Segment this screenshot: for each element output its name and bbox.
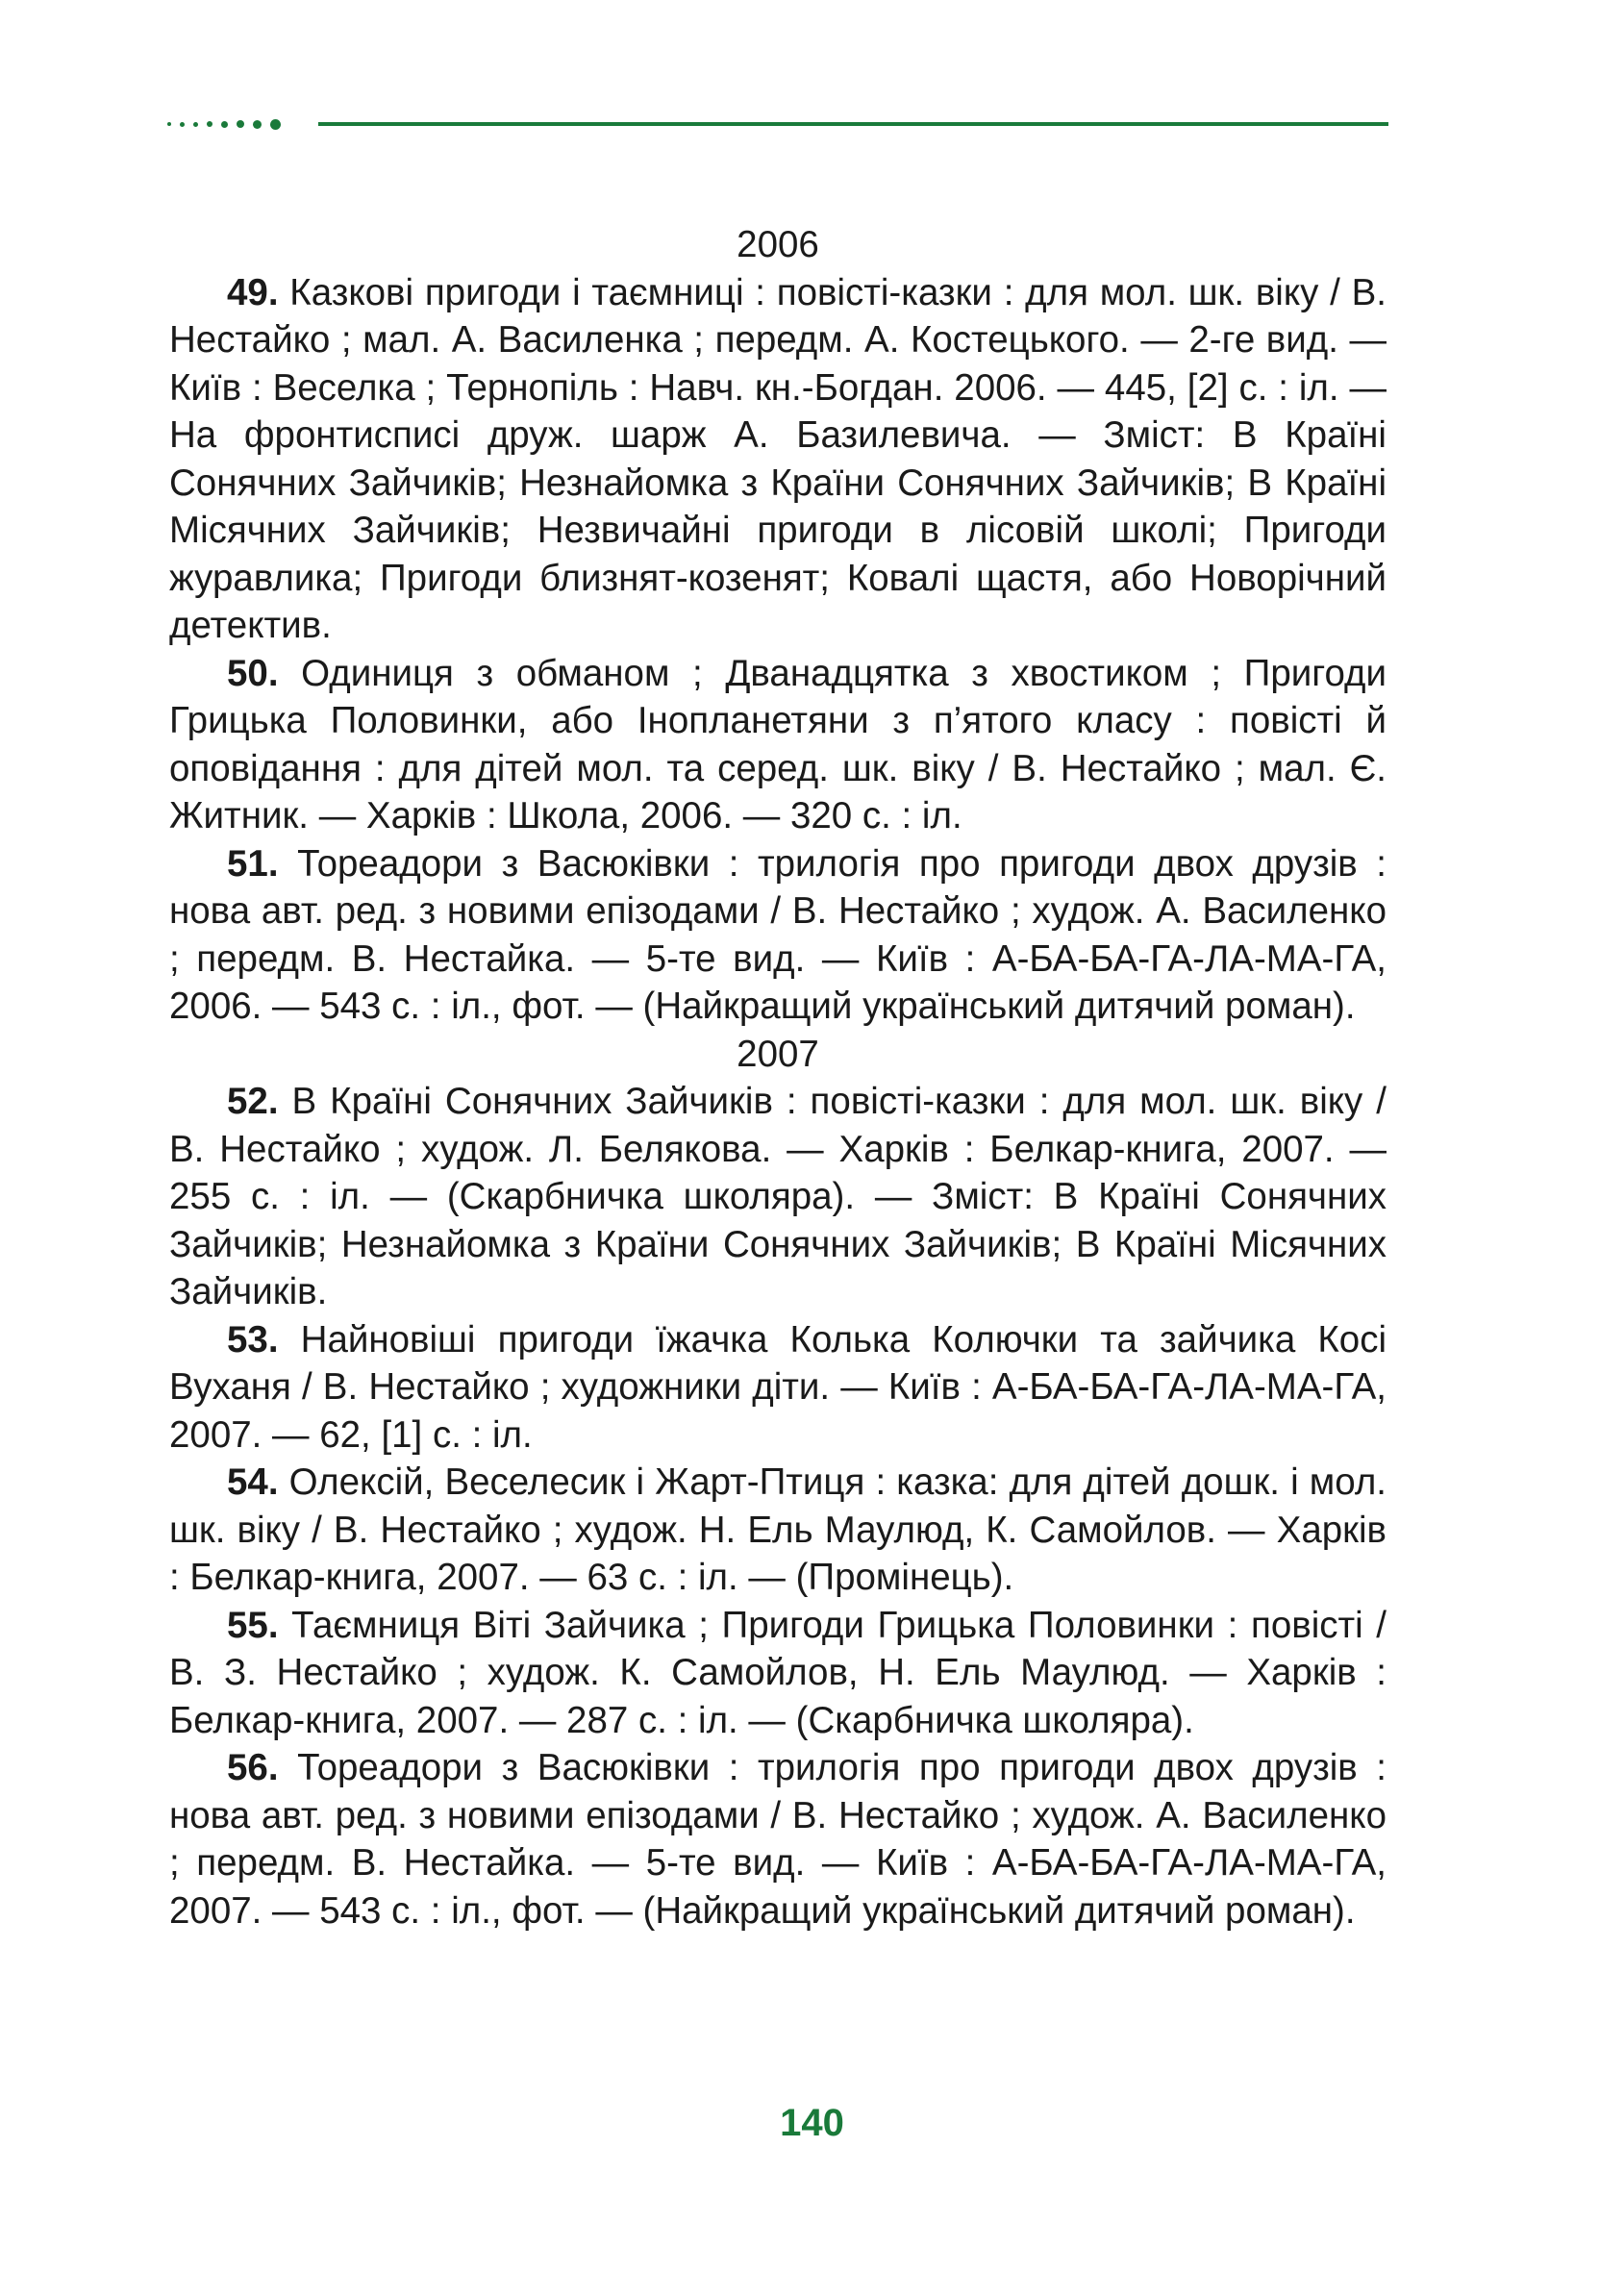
entry-text: Одиниця з обманом ; Дванадцятка з хвостиком ; Пригоди Грицька Половинки, або Інопланетяни з п’ятого класу : повісті й оповідання : для дітей мол. та серед. шк. віку / В. Нестайко ; мал. Є. Житник. — Харків : Школа, 2006. — 320 с. : іл.	[169, 652, 1387, 836]
entry-text: Казкові пригоди і таємниці : повісті-казки : для мол. шк. віку / В. Нестайко ; мал. А. Василенка ; передм. А. Костецького. — 2-ге вид. — Київ : Веселка ; Тернопіль : Навч. кн.-Богдан. 2006. — 445, [2] с. : іл. — На фронтисписі друж. шарж А. Базилевича. — Зміст: В Країні Сонячних Зайчиків; Незнайомка з Країни Сонячних Зайчиків; В Країні Місячних Зайчиків; Незвичайні пригоди в лісовій школі; Пригоди журавлика; Пригоди близнят-козенят; Ковалі щастя, або Новорічний детектив.	[169, 271, 1387, 646]
bibliography-entry	[169, 1602, 1387, 1745]
entry-number: 49.	[227, 271, 279, 313]
entry-text: Олексій, Веселесик і Жарт-Птиця : казка: для дітей дошк. і мол. шк. віку / В. Нестайко ; худож. Н. Ель Маулюд, К. Самойлов. — Харків : Белкар-книга, 2007. — 63 с. : іл. — (Промінець).	[169, 1461, 1387, 1598]
entry-number: 51.	[227, 842, 279, 885]
entry-text: Тореадори з Васюківки : трилогія про пригоди двох друзів : нова авт. ред. з новими епізодами / В. Нестайко ; худож. А. Василенко ; передм. В. Нестайка. — 5-те вид. — Київ : А-БА-БА-ГА-ЛА-МА-ГА, 2006. — 543 с. : іл., фот. — (Найкращий український дитячий роман).	[169, 842, 1387, 1027]
header-dot	[193, 122, 198, 127]
entry-number: 53.	[227, 1318, 279, 1361]
year-heading: 2006	[737, 224, 819, 265]
header-dot	[270, 119, 281, 130]
year-heading: 2007	[737, 1033, 819, 1075]
header-dots	[167, 118, 281, 130]
header-line	[318, 122, 1388, 126]
entry-number: 55.	[227, 1604, 279, 1646]
entry-text: Тореадори з Васюківки : трилогія про пригоди двох друзів : нова авт. ред. з новими епізодами / В. Нестайко ; худож. А. Василенко ; передм. В. Нестайка. — 5-те вид. — Київ : А-БА-БА-ГА-ЛА-МА-ГА, 2007. — 543 с. : іл., фот. — (Найкращий український дитячий роман).	[169, 1747, 1387, 1932]
header-dot	[207, 121, 212, 127]
header-dot	[221, 121, 228, 128]
entry-text: Найновіші пригоди їжачка Колька Колючки та зайчика Косі Вуханя / В. Нестайко ; художники діти. — Київ : А-БА-БА-ГА-ЛА-МА-ГА, 2007. — 62, [1] с. : іл.	[169, 1318, 1387, 1456]
entry-number: 50.	[227, 652, 279, 694]
bibliography-entry	[169, 269, 1387, 650]
header-dot	[237, 120, 244, 128]
header-rule	[167, 114, 1388, 134]
bibliography-entry	[169, 1078, 1387, 1316]
entry-number: 56.	[227, 1747, 279, 1788]
bibliography-entry	[169, 1744, 1387, 1935]
header-dot	[253, 120, 262, 129]
entry-number: 54.	[227, 1461, 279, 1503]
page-number: 140	[780, 2102, 844, 2144]
header-dot	[180, 122, 185, 127]
entry-text: Таємниця Віті Зайчика ; Пригоди Грицька Половинки : повісті / В. З. Нестайко ; худож. К. Самойлов, Н. Ель Маулюд. — Харків : Белкар-книга, 2007. — 287 с. : іл. — (Скарбничка школяра).	[169, 1604, 1387, 1741]
bibliography-content	[169, 221, 1387, 1935]
bibliography-entry	[169, 840, 1387, 1031]
bibliography-entry	[169, 650, 1387, 840]
bibliography-entry	[169, 1459, 1387, 1602]
entry-number: 52.	[227, 1081, 279, 1122]
header-dot	[167, 122, 171, 126]
entry-text: В Країні Сонячних Зайчиків : повісті-казки : для мол. шк. віку / В. Нестайко ; худож. Л. Белякова. — Харків : Белкар-книга, 2007. — 255 с. : іл. — (Скарбничка школяра). — Зміст: В Країні Сонячних Зайчиків; Незнайомка з Країни Сонячних Зайчиків; В Країні Місячних Зайчиків.	[169, 1081, 1387, 1312]
bibliography-entry	[169, 1316, 1387, 1460]
